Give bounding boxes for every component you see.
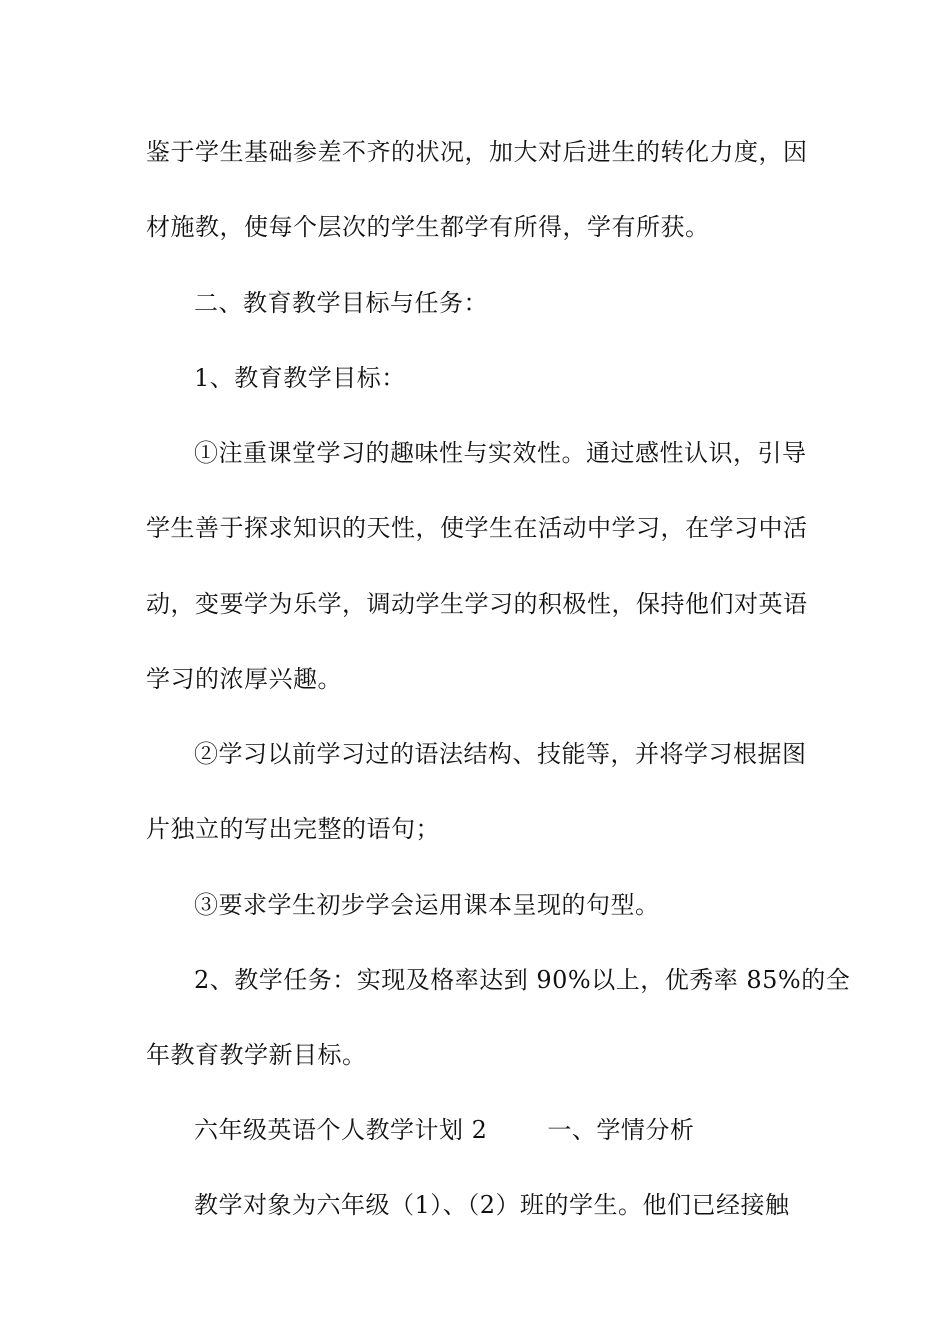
section-heading: 二、教育教学目标与任务： xyxy=(194,289,488,317)
paragraph-line: 年教育教学新目标。 xyxy=(146,1041,367,1069)
paragraph-line: 动，变要学为乐学，调动学生学习的积极性，保持他们对英语 xyxy=(146,590,808,618)
paragraph-line: 学生善于探求知识的天性，使学生在活动中学习，在学习中活 xyxy=(146,514,808,542)
document-title-line xyxy=(194,1113,814,1147)
subsection-heading: 1、教育教学目标： xyxy=(194,364,406,392)
paragraph-line: 学习的浓厚兴趣。 xyxy=(146,665,342,693)
paragraph-line: ②学习以前学习过的语法结构、技能等，并将学习根据图 xyxy=(194,740,807,768)
paragraph-line: 2、教学任务：实现及格率达到 90%以上，优秀率 85%的全 xyxy=(194,966,851,994)
paragraph-line: ①注重课堂学习的趣味性与实效性。通过感性认识，引导 xyxy=(194,439,807,467)
paragraph-line: 材施教，使每个层次的学生都学有所得，学有所获。 xyxy=(146,213,710,241)
paragraph-line: 鉴于学生基础参差不齐的状况，加大对后进生的转化力度，因 xyxy=(146,138,808,166)
paragraph-line: 片独立的写出完整的语句； xyxy=(146,815,440,843)
paragraph-line: ③要求学生初步学会运用课本呈现的句型。 xyxy=(194,891,660,919)
section-heading: 一、学情分析 xyxy=(547,1116,695,1144)
document-title: 六年级英语个人教学计划 2 xyxy=(194,1116,488,1144)
paragraph-line: 教学对象为六年级（1）、（2）班的学生。他们已经接触 xyxy=(194,1191,790,1219)
